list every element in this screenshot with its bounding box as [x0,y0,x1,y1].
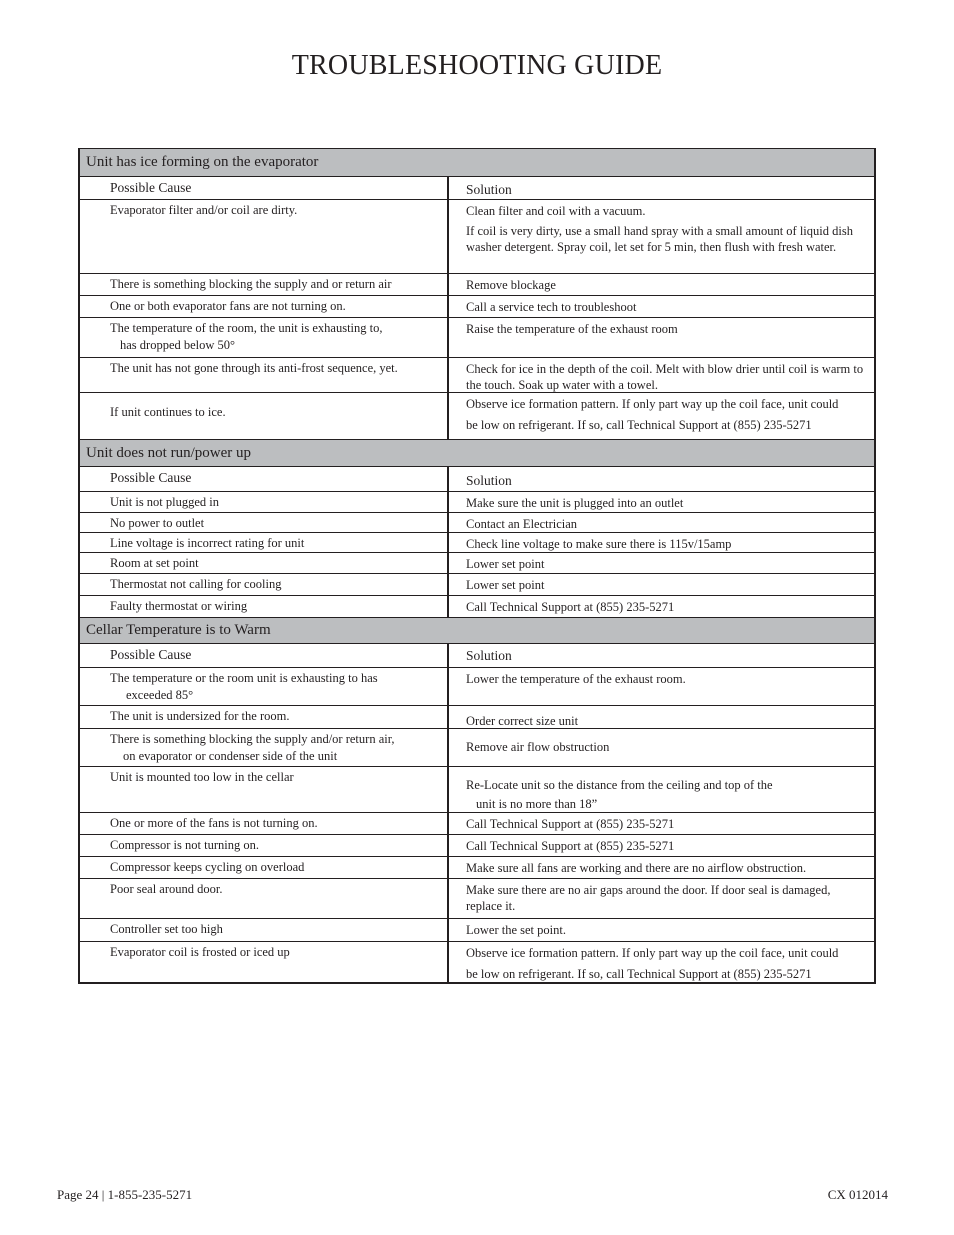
solution-cell: Order correct size unit [466,714,579,728]
table-row [80,574,874,596]
solution-cell: Remove air flow obstruction [466,740,610,754]
footer-page-number: Page 24 | 1-855-235-5271 [57,1187,193,1202]
page-title: TROUBLESHOOTING GUIDE [291,50,663,81]
solution-line: Re-Locate unit so the distance from the ceiling and top of the [466,778,773,792]
table-row [80,857,874,879]
table-row [80,668,874,706]
cause-cell: Compressor keeps cycling on overload [80,857,449,878]
cause-cell: Line voltage is incorrect rating for unit [80,533,449,552]
cause-cell: Compressor is not turning on. [80,835,449,856]
cause-cell: Faulty thermostat or wiring [80,596,449,617]
table-header-row [80,467,874,492]
table-row [80,393,874,440]
solution-cell [449,200,874,273]
possible-cause-header: Possible Cause [80,467,449,491]
cause-line: The temperature or the room unit is exhausting to has [110,671,378,685]
solution-cell: Call Technical Support at (855) 235-5271 [466,817,675,831]
cause-cell: Evaporator coil is frosted or iced up [80,942,449,982]
section-heading: Unit does not run/power up [80,440,874,467]
table-row [80,919,874,942]
cause-line: exceeded 85° [126,688,194,702]
cause-cell: The unit has not gone through its anti-frost sequence, yet. [80,358,449,392]
troubleshooting-table [78,148,876,984]
cause-line: The temperature of the room, the unit is exhausting to, [110,321,383,335]
possible-cause-header: Possible Cause [80,644,449,667]
solution-cell: Check for ice in the depth of the coil. Melt with blow drier until coil is warm to the touch. Soak up water with a towel. [466,362,864,392]
cause-cell: No power to outlet [80,513,449,532]
solution-cell: Lower set point [466,578,545,592]
solution-header: Solution [466,182,512,197]
table-row [80,513,874,533]
solution-header: Solution [466,648,512,663]
table-row [80,706,874,729]
solution-cell [449,393,874,439]
solution-line: Observe ice formation pattern. If only part way up the coil face, unit could [466,397,839,411]
cause-cell: Unit is not plugged in [80,492,449,512]
table-row [80,596,874,618]
table-row [80,274,874,296]
solution-cell: Check line voltage to make sure there is 115v/15amp [466,537,732,551]
cause-cell: There is something blocking the supply and or return air [80,274,449,295]
solution-line: Clean filter and coil with a vacuum. [466,204,646,218]
solution-cell: Lower set point [466,557,545,571]
solution-cell [449,942,874,982]
cause-cell: One or more of the fans is not turning on. [80,813,449,834]
table-row [80,835,874,857]
cause-cell: If unit continues to ice. [80,393,449,439]
cause-cell: Evaporator filter and/or coil are dirty. [80,200,449,273]
table-row [80,767,874,813]
footer-document-code: CX 012014 [827,1187,888,1202]
solution-cell: Remove blockage [466,278,556,292]
solution-cell: Contact an Electrician [466,517,578,531]
solution-line: be low on refrigerant. If so, call Technical Support at (855) 235-5271 [466,418,812,432]
solution-cell: Lower the set point. [466,923,566,937]
cause-cell [80,729,449,766]
solution-header: Solution [466,473,512,488]
solution-line: Observe ice formation pattern. If only part way up the coil face, unit could [466,946,839,960]
solution-cell: Make sure all fans are working and there are no airflow obstruction. [466,861,807,875]
table-row [80,942,874,982]
solution-cell: Make sure the unit is plugged into an outlet [466,496,684,510]
solution-cell [449,767,874,812]
cause-cell: Controller set too high [80,919,449,941]
table-row [80,358,874,393]
cause-cell: Unit is mounted too low in the cellar [80,767,449,812]
possible-cause-header: Possible Cause [80,177,449,199]
table-row [80,200,874,274]
cause-line: There is something blocking the supply and/or return air, [110,732,395,746]
section-heading: Unit has ice forming on the evaporator [80,149,874,177]
cause-cell: Thermostat not calling for cooling [80,574,449,595]
table-header-row [80,644,874,668]
cause-cell [80,668,449,705]
cause-line: has dropped below 50° [120,338,236,352]
table-row [80,296,874,318]
solution-cell: Call Technical Support at (855) 235-5271 [466,600,675,614]
section-heading: Cellar Temperature is to Warm [80,618,874,644]
cause-cell: One or both evaporator fans are not turning on. [80,296,449,317]
cause-cell [80,318,449,357]
solution-line: unit is no more than 18” [476,797,598,811]
table-row [80,318,874,358]
cause-cell: Room at set point [80,553,449,573]
solution-cell: Make sure there are no air gaps around the door. If door seal is damaged, replace it. [466,883,831,913]
table-header-row [80,177,874,200]
solution-cell: Call Technical Support at (855) 235-5271 [466,839,675,853]
cause-line: on evaporator or condenser side of the unit [123,749,338,763]
solution-cell: Raise the temperature of the exhaust room [466,322,678,336]
solution-line: If coil is very dirty, use a small hand spray with a small amount of liquid dish washer detergent. Spray coil, let set for 5 min, then flush with fresh water. [466,224,853,254]
table-row [80,492,874,513]
table-row [80,553,874,574]
table-row [80,813,874,835]
table-row [80,729,874,767]
table-row [80,533,874,553]
table-row [80,879,874,919]
solution-cell: Call a service tech to troubleshoot [466,300,637,314]
solution-line: be low on refrigerant. If so, call Technical Support at (855) 235-5271 [466,967,812,981]
solution-cell: Lower the temperature of the exhaust room. [466,672,686,686]
cause-cell: Poor seal around door. [80,879,449,918]
cause-cell: The unit is undersized for the room. [80,706,449,728]
